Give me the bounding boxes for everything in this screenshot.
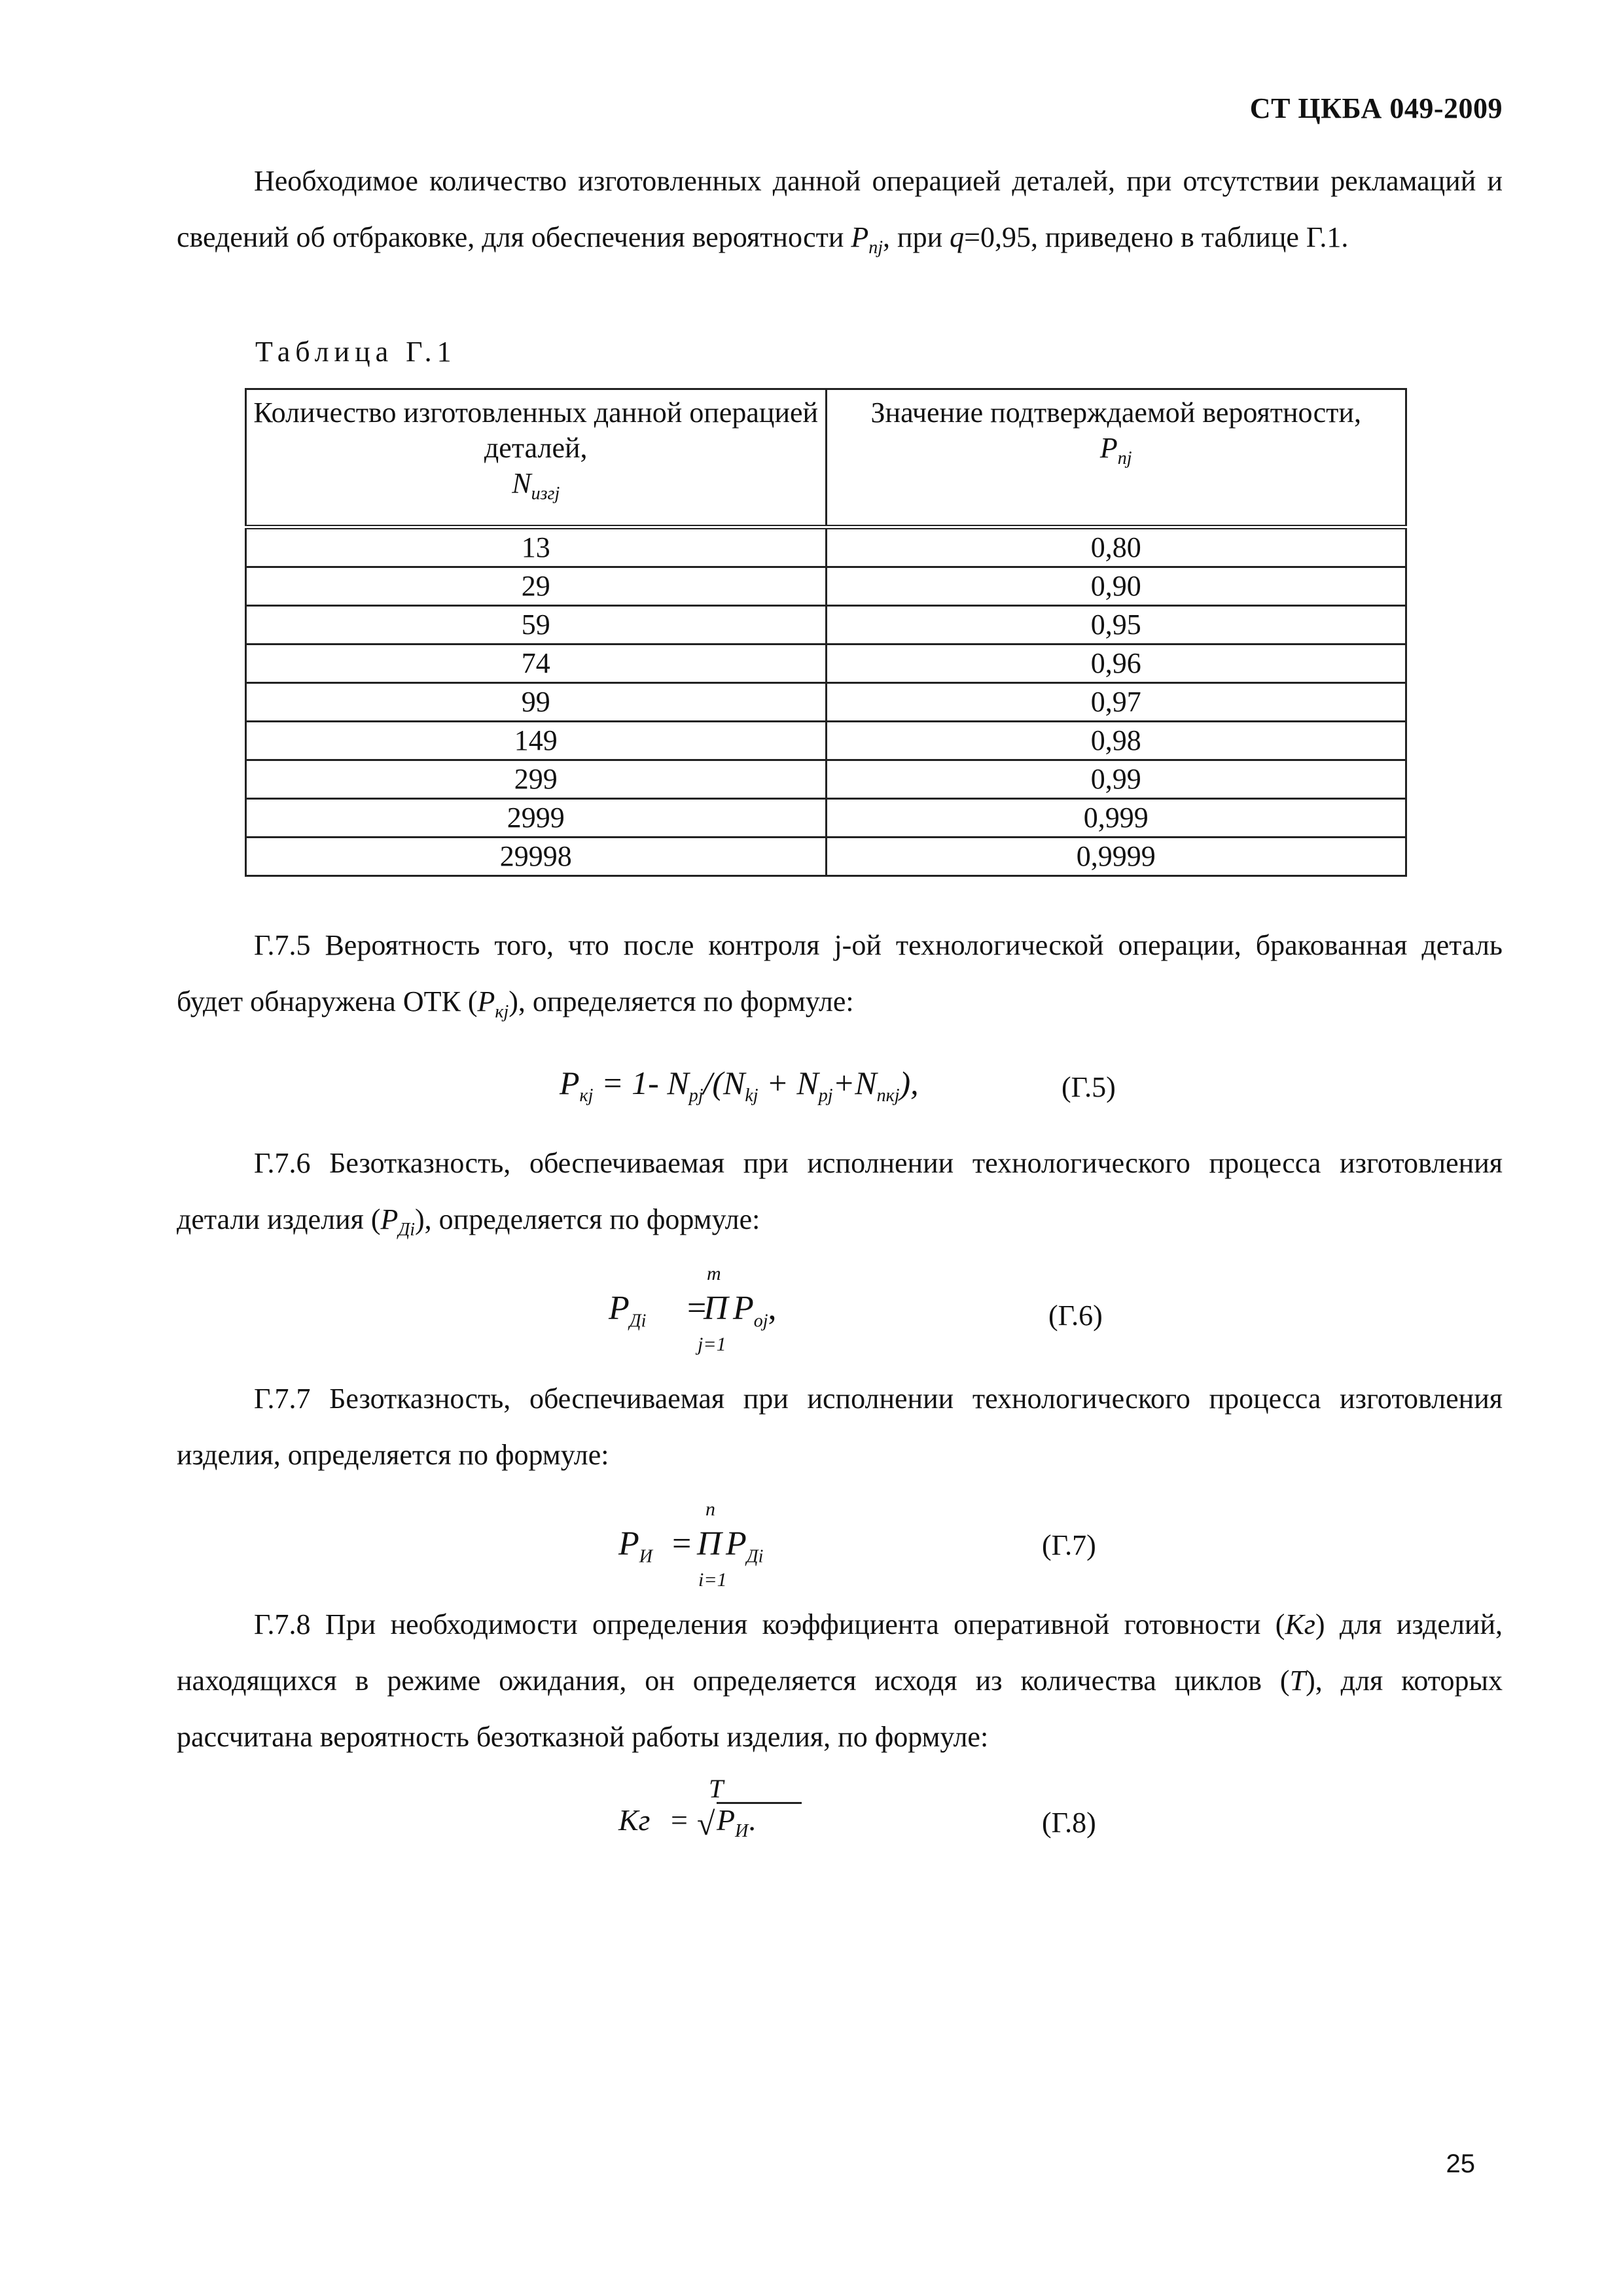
formula-g6-rhs-symbol: P [733,1290,754,1327]
formula-g8-root-index: T [709,1774,724,1803]
column-header-quantity-subscript: изгj [531,483,560,504]
probability-cell: 0,99 [826,760,1406,799]
formula-g7-eq: = [672,1525,692,1563]
section-g77-paragraph: Г.7.7 Безотказность, обеспечиваемая при исполнении технологического процесса изготовления изделия, определяется по формуле: [177,1383,1503,1471]
formula-g5-n4: N [855,1065,877,1101]
document-code-header: СТ ЦКБА 049-2009 [1249,92,1503,124]
column-header-probability-subscript: пj [1117,448,1132,468]
probability-cell: 0,90 [826,567,1406,606]
root-sign-icon: √ [697,1805,715,1842]
formula-g5-n2: N [723,1065,745,1101]
g75-symbol-sub: кj [495,1001,509,1022]
equation-number-g5: (Г.5) [1061,1071,1116,1103]
table-row [246,683,1406,722]
quantity-cell: 29998 [246,838,827,876]
table-row [246,567,1406,606]
quantity-cell: 149 [246,722,827,760]
table-row [246,722,1406,760]
equation-number-g6: (Г.6) [1048,1299,1103,1332]
intro-text-before: Необходимое количество изготовленных данной операцией деталей, при отсутствии рекламаций и сведений об отбраковке, для обеспечения вероятности [177,165,1503,253]
formula-g6-eq: = [687,1290,707,1327]
page-number: 25 [1446,2149,1475,2178]
formula-g6 [609,1263,870,1368]
formula-g5-plus: + [758,1065,797,1101]
formula-g6-rhs-sub: oj [753,1311,768,1332]
formula-g6-lhs-sub: Дi [629,1311,647,1332]
formula-g6-comma: , [768,1290,777,1327]
quantity-cell: 29 [246,567,827,606]
formula-g5-p-sub: кj [579,1086,594,1106]
formula-g5 [560,1064,919,1106]
probability-cell: 0,96 [826,645,1406,683]
formula-g7-upper-limit: n [705,1498,715,1520]
section-g76-paragraph [177,1135,1503,1258]
formula-g5-n4-sub: пкj [876,1086,900,1106]
table-row [246,799,1406,838]
g76-text-2: ), определяется по формуле: [415,1203,760,1235]
formula-g7-lower-limit: i=1 [698,1569,727,1591]
quantity-cell: 99 [246,683,827,722]
equation-number-g7: (Г.7) [1042,1529,1096,1561]
formula-g5-slash: /( [703,1065,724,1101]
formula-g7-lhs [618,1525,652,1567]
probability-cell: 0,98 [826,722,1406,760]
section-g78-paragraph [177,1597,1503,1765]
quantity-cell: 74 [246,645,827,683]
formula-g8-eq: = [671,1803,688,1837]
formula-g6-lhs [609,1289,646,1332]
symbol-q: q [950,221,965,253]
g78-text-3: ), для которых рассчитана вероятность безотказной работы изделия, по формуле: [177,1665,1503,1753]
equation-number-g8: (Г.8) [1042,1807,1096,1839]
g75-symbol: P [477,985,495,1017]
formula-g8-radicand [717,1803,756,1842]
probability-table [245,388,1407,877]
quantity-cell: 13 [246,527,827,567]
probability-cell: 0,80 [826,527,1406,567]
quantity-cell: 59 [246,606,827,645]
probability-cell: 0,999 [826,799,1406,838]
table-row [246,527,1406,567]
g76-text-1: Г.7.6 Безотказность, обеспечиваемая при исполнении технологического процесса изготовления детали изделия ( [177,1147,1503,1235]
formula-g6-upper-limit: m [707,1263,721,1284]
formula-g7-lhs-sub: И [639,1546,652,1567]
column-header-probability-text: Значение подтверждаемой вероятности, [870,397,1361,429]
formula-g8 [618,1773,880,1858]
quantity-cell: 299 [246,760,827,799]
quantity-cell: 2999 [246,799,827,838]
formula-g6-rhs [733,1289,777,1332]
formula-g7-rhs-symbol: P [726,1525,747,1563]
formula-g7 [618,1498,880,1603]
formula-g6-product-symbol: П [704,1290,728,1327]
probability-cell: 0,95 [826,606,1406,645]
formula-g7-lhs-symbol: P [618,1525,639,1563]
formula-g8-lhs: Кг [618,1803,651,1837]
intro-paragraph [177,153,1503,276]
table-caption: Таблица Г.1 [255,336,457,368]
formula-g7-rhs [726,1525,763,1567]
g76-symbol-sub: Дi [398,1219,416,1240]
intro-text-mid: , при [883,221,950,253]
probability-cell: 0,9999 [826,838,1406,876]
table-row [246,838,1406,876]
formula-g8-period: . [748,1803,756,1837]
formula-g6-lower-limit: j=1 [698,1333,726,1355]
formula-g5-close: ), [899,1065,919,1101]
formula-g5-n3: N [796,1065,819,1101]
g76-symbol: P [380,1203,399,1235]
table-row [246,645,1406,683]
g75-text-1: Г.7.5 Вероятность того, что после контроля j-ой технологической операции, бракованная деталь будет обнаружена ОТК ( [177,929,1503,1017]
section-g75-paragraph [177,917,1503,1040]
symbol-p: P [851,221,869,253]
column-header-quantity-symbol: N [512,467,531,499]
formula-g5-n1-sub: рj [688,1086,704,1106]
g78-text-2: ) для изделий, находящихся в режиме ожидания, он определяется исходя из количества циклов ( [177,1608,1503,1697]
table-row [246,606,1406,645]
table-row [246,760,1406,799]
symbol-p-sub: пj [868,237,883,258]
formula-g5-eq: = 1- [593,1065,668,1101]
formula-g5-p: P [560,1065,580,1101]
formula-g5-n3-sub: рj [818,1086,833,1106]
intro-text-after: =0,95, приведено в таблице Г.1. [964,221,1349,253]
column-header-quantity-text: Количество изготовленных данной операцией деталей, [253,397,819,464]
g78-symbol-t: T [1289,1665,1306,1697]
formula-g7-rhs-sub: Дi [746,1546,764,1567]
formula-g5-n2-sub: kj [745,1086,758,1106]
g75-text-2: ), определяется по формуле: [508,985,854,1017]
formula-g6-lhs-symbol: P [609,1290,630,1327]
formula-g8-radicand-sub: И [735,1821,749,1842]
column-header-probability [826,389,1406,527]
g78-symbol-kg: Кг [1285,1608,1315,1640]
formula-g8-radicand-symbol: P [717,1803,736,1837]
probability-cell: 0,97 [826,683,1406,722]
formula-g7-product-symbol: П [697,1525,722,1563]
column-header-quantity [246,389,827,527]
formula-g5-plus2: + [832,1065,855,1101]
column-header-probability-symbol: P [1099,432,1118,464]
g78-text-1: Г.7.8 При необходимости определения коэффициента оперативной готовности ( [254,1608,1285,1640]
formula-g5-n1: N [667,1065,689,1101]
